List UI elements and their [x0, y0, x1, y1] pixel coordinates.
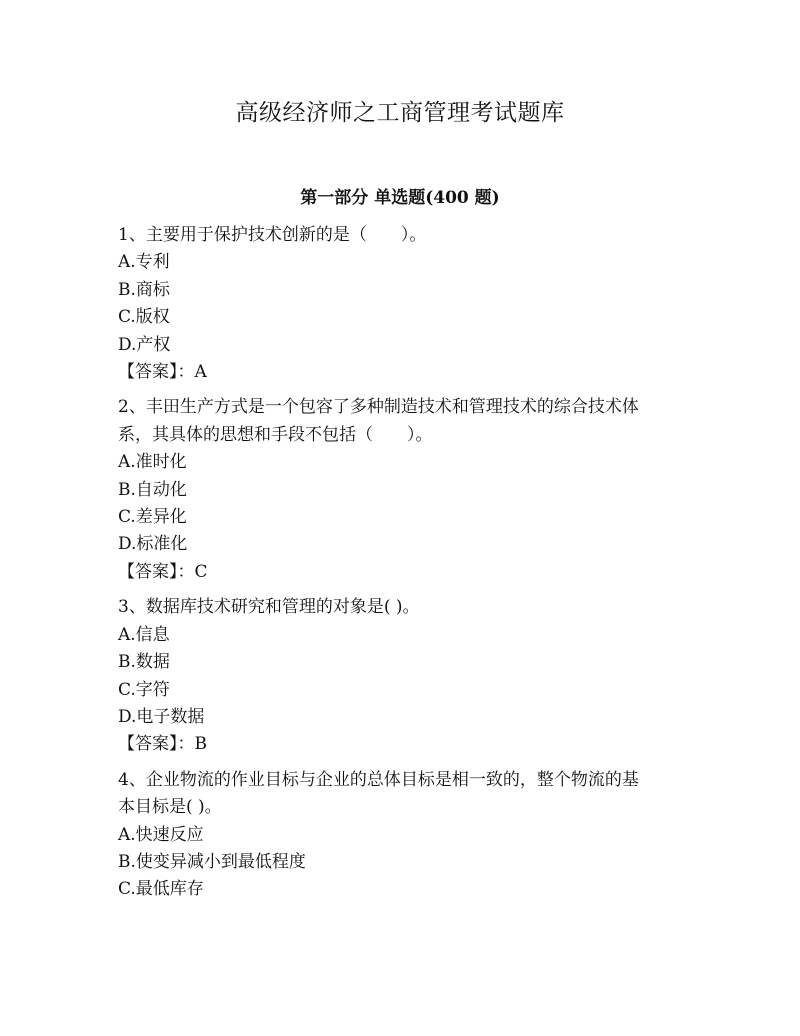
answer-option: B.数据 [118, 652, 170, 673]
question-stem: 1、主要用于保护技术创新的是（ ）。 [118, 225, 427, 245]
answer-option: D.产权 [118, 334, 171, 355]
answer-option: C.差异化 [118, 507, 187, 528]
section-heading: 第一部分 单选题(400 题) [300, 188, 500, 208]
question-item [118, 767, 698, 904]
answer-label: 【答案】： [118, 362, 195, 383]
answer-value: C [194, 561, 208, 582]
answer-option: C.版权 [118, 307, 170, 328]
answer-option: D.标准化 [118, 534, 188, 555]
answer-option: B.自动化 [118, 479, 187, 500]
answer-option: A.快速反应 [118, 824, 204, 845]
answer-value: B [194, 734, 207, 755]
question-item [118, 594, 698, 758]
question-stem-continuation: 系，其具体的思想和手段不包括（ ）。 [118, 424, 433, 445]
answer-option: B.商标 [118, 279, 170, 300]
question-item [118, 394, 698, 586]
answer-option: A.信息 [118, 624, 170, 645]
question-list [118, 222, 698, 912]
question-stem: 3、数据库技术研究和管理的对象是( )。 [118, 597, 420, 618]
answer-option: A.专利 [118, 252, 170, 273]
answer-option: C.字符 [118, 679, 170, 700]
answer-line [118, 559, 698, 586]
question-item [118, 222, 698, 386]
question-stem: 2、丰田生产方式是一个包容了多种制造技术和管理技术的综合技术体 [118, 397, 639, 418]
answer-label: 【答案】： [118, 734, 195, 755]
answer-value: A [194, 362, 207, 383]
answer-option: C.最低库存 [118, 879, 204, 900]
answer-option: D.电子数据 [118, 706, 205, 727]
question-stem-continuation: 本目标是( )。 [118, 797, 222, 818]
answer-option: B.使变异减小到最低程度 [118, 851, 306, 872]
answer-line [118, 359, 698, 386]
answer-option: A.准时化 [118, 452, 187, 473]
document-title: 高级经济师之工商管理考试题库 [235, 100, 565, 126]
answer-label: 【答案】： [118, 561, 195, 582]
question-stem: 4、企业物流的作业目标与企业的总体目标是相一致的，整个物流的基 [118, 769, 639, 790]
answer-line [118, 731, 698, 758]
